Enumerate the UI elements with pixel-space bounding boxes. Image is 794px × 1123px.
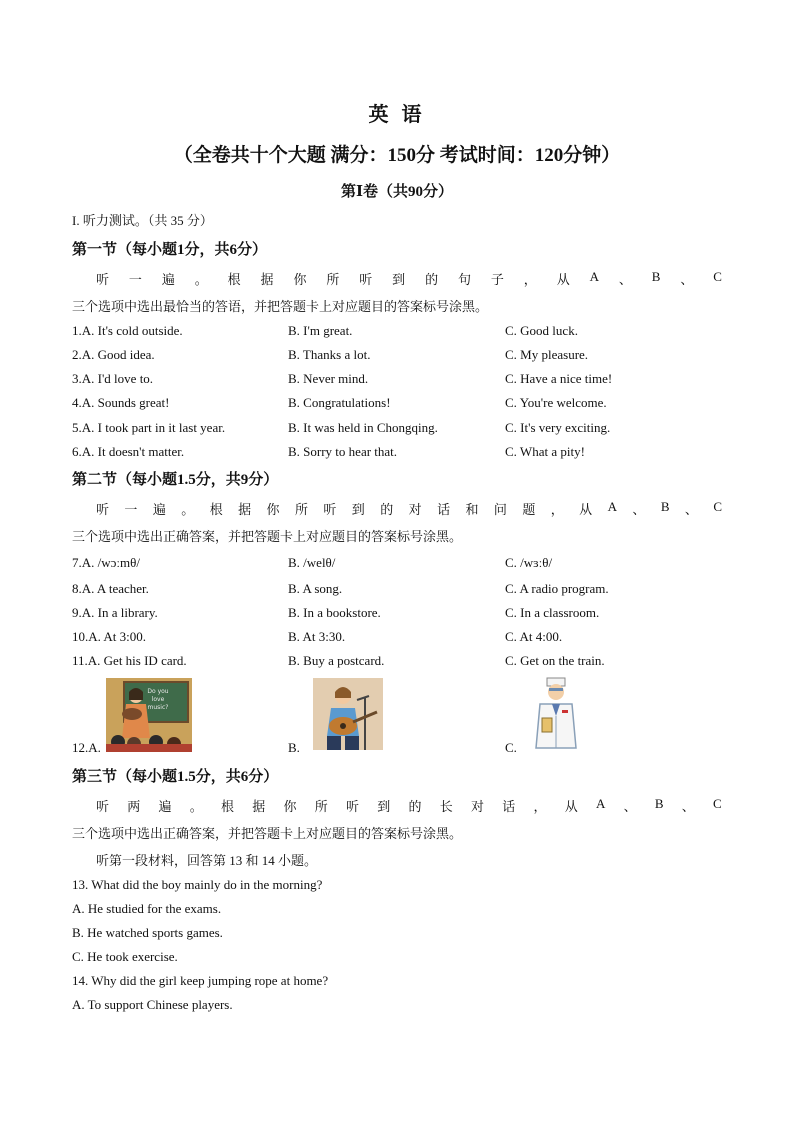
instruction-char: 遍 — [152, 502, 166, 517]
section1-instruction-line2: 三个选项中选出最恰当的答语，并把答题卡上对应题目的答案标号涂黑。 — [72, 299, 489, 314]
q4-option-a: 4.A. Sounds great! — [72, 395, 170, 410]
instruction-char: A — [607, 499, 617, 514]
instruction-char: 话 — [502, 799, 516, 814]
instruction-char: 所 — [326, 272, 340, 287]
instruction-char: ， — [523, 272, 537, 287]
instruction-char: 到 — [351, 502, 365, 517]
q8-option-b: B. A song. — [288, 581, 343, 596]
q4-option-b: B. Congratulations! — [288, 395, 391, 410]
section3-material-note: 听第一段材料，回答第 13 和 14 小题。 — [96, 853, 318, 868]
q11-option-a: 11.A. Get his ID card. — [72, 653, 187, 668]
instruction-char: 听 — [96, 799, 110, 814]
q6-option-b: B. Sorry to hear that. — [288, 444, 398, 459]
q4-option-c: C. You're welcome. — [505, 395, 607, 410]
instruction-char: 所 — [314, 799, 328, 814]
instruction-char: 、 — [623, 799, 637, 814]
q5-option-a: 5.A. I took part in it last year. — [72, 420, 226, 435]
instruction-char: 一 — [128, 272, 142, 287]
q7-option-b: B. /welθ/ — [288, 555, 336, 570]
instruction-char: 遍 — [161, 272, 175, 287]
exam-subtitle: （全卷共十个大题 满分：150分 考试时间：120分钟） — [173, 145, 621, 166]
q13-option-c: C. He took exercise. — [72, 949, 178, 964]
instruction-char: ， — [550, 502, 564, 517]
q7-option-c: C. /wɜːθ/ — [505, 555, 553, 570]
q3-option-a: 3.A. I'd love to. — [72, 371, 154, 386]
q2-option-b: B. Thanks a lot. — [288, 347, 371, 362]
instruction-char: B — [660, 499, 670, 514]
doctor-picture — [528, 676, 584, 752]
q10-option-a: 10.A. At 3:00. — [72, 629, 147, 644]
instruction-char: C — [713, 499, 722, 514]
section1-instruction-line1 — [96, 269, 722, 288]
instruction-char: 的 — [408, 799, 422, 814]
instruction-char: 一 — [124, 502, 138, 517]
instruction-char: 从 — [579, 502, 593, 517]
q13-option-b: B. He watched sports games. — [72, 925, 223, 940]
q6-option-a: 6.A. It doesn't matter. — [72, 444, 185, 459]
svg-text:Do you: Do you — [147, 688, 169, 695]
guitar-singer-picture — [313, 678, 383, 750]
instruction-char: 对 — [408, 502, 422, 517]
instruction-char: A — [596, 796, 606, 811]
q9-option-c: C. In a classroom. — [505, 605, 600, 620]
instruction-char: 你 — [293, 272, 307, 287]
q6-option-c: C. What a pity! — [505, 444, 585, 459]
svg-text:love: love — [151, 696, 165, 703]
instruction-char: 的 — [425, 272, 439, 287]
instruction-char: 、 — [684, 502, 698, 517]
q9-option-b: B. In a bookstore. — [288, 605, 381, 620]
instruction-char: 从 — [564, 799, 578, 814]
q14-option-a: A. To support Chinese players. — [72, 997, 233, 1012]
q10-option-c: C. At 4:00. — [505, 629, 563, 644]
q12-option-c-label: C. — [505, 740, 517, 755]
q13-option-a: A. He studied for the exams. — [72, 901, 222, 916]
section2-heading: 第二节（每小题1.5分，共9分） — [72, 472, 279, 488]
q8-option-c: C. A radio program. — [505, 581, 609, 596]
instruction-char: 对 — [471, 799, 485, 814]
q5-option-b: B. It was held in Chongqing. — [288, 420, 438, 435]
svg-text:music?: music? — [147, 704, 169, 711]
q3-option-c: C. Have a nice time! — [505, 371, 613, 386]
q3-option-b: B. Never mind. — [288, 371, 369, 386]
exam-title: 英 语 — [368, 104, 426, 126]
instruction-char: 据 — [260, 272, 274, 287]
part1-heading: I. 听力测试。（共 35 分） — [72, 213, 213, 228]
instruction-char: 到 — [377, 799, 391, 814]
q2-option-a: 2.A. Good idea. — [72, 347, 155, 362]
instruction-char: 、 — [681, 799, 695, 814]
section2-instruction-line2: 三个选项中选出正确答案，并把答题卡上对应题目的答案标号涂黑。 — [72, 529, 463, 544]
instruction-char: 话 — [437, 502, 451, 517]
instruction-char: 和 — [465, 502, 479, 517]
instruction-char: 。 — [181, 502, 195, 517]
instruction-char: B — [651, 269, 661, 284]
instruction-char: 所 — [294, 502, 308, 517]
instruction-char: 根 — [227, 272, 241, 287]
q7-option-a: 7.A. /wɔːmθ/ — [72, 555, 140, 570]
instruction-char: 。 — [194, 272, 208, 287]
instruction-char: 根 — [221, 799, 235, 814]
q1-option-a: 1.A. It's cold outside. — [72, 323, 183, 338]
instruction-char: 问 — [493, 502, 507, 517]
instruction-char: 。 — [189, 799, 203, 814]
q1-option-c: C. Good luck. — [505, 323, 578, 338]
instruction-char: 、 — [618, 272, 632, 287]
q8-option-a: 8.A. A teacher. — [72, 581, 149, 596]
instruction-char: 听 — [96, 502, 110, 517]
instruction-char: 从 — [556, 272, 570, 287]
q13-question: 13. What did the boy mainly do in the morning? — [72, 877, 323, 892]
instruction-char: C — [713, 796, 722, 811]
q11-option-c: C. Get on the train. — [505, 653, 605, 668]
instruction-char: 根 — [209, 502, 223, 517]
instruction-char: 两 — [127, 799, 141, 814]
q12-option-a-label: 12.A. — [72, 740, 101, 755]
section1-heading: 第一节（每小题1分，共6分） — [72, 242, 268, 258]
section3-heading: 第三节（每小题1.5分，共6分） — [72, 769, 279, 785]
section2-instruction-line1 — [96, 499, 722, 518]
instruction-char: 到 — [392, 272, 406, 287]
q5-option-c: C. It's very exciting. — [505, 420, 611, 435]
instruction-char: 、 — [632, 502, 646, 517]
instruction-char: 题 — [522, 502, 536, 517]
q14-question: 14. Why did the girl keep jumping rope at home? — [72, 973, 329, 988]
instruction-char: 长 — [439, 799, 453, 814]
instruction-char: 遍 — [158, 799, 172, 814]
q1-option-b: B. I'm great. — [288, 323, 353, 338]
instruction-char: 、 — [680, 272, 694, 287]
q12-option-b-label: B. — [288, 740, 300, 755]
instruction-char: 子 — [490, 272, 504, 287]
instruction-char: 听 — [359, 272, 373, 287]
q2-option-c: C. My pleasure. — [505, 347, 589, 362]
instruction-char: ， — [533, 799, 547, 814]
instruction-char: 的 — [380, 502, 394, 517]
instruction-char: 你 — [283, 799, 297, 814]
instruction-char: C — [713, 269, 722, 284]
teacher-picture — [106, 678, 192, 752]
instruction-char: 听 — [323, 502, 337, 517]
instruction-char: 据 — [238, 502, 252, 517]
instruction-char: 你 — [266, 502, 280, 517]
volume-heading: 第Ⅰ卷（共90分） — [340, 184, 454, 200]
instruction-char: B — [654, 796, 664, 811]
q10-option-b: B. At 3:30. — [288, 629, 346, 644]
instruction-char: A — [589, 269, 599, 284]
instruction-char: 句 — [457, 272, 471, 287]
q9-option-a: 9.A. In a library. — [72, 605, 158, 620]
q11-option-b: B. Buy a postcard. — [288, 653, 385, 668]
section3-instruction-line1 — [96, 796, 722, 815]
instruction-char: 据 — [252, 799, 266, 814]
instruction-char: 听 — [346, 799, 360, 814]
section3-instruction-line2: 三个选项中选出正确答案，并把答题卡上对应题目的答案标号涂黑。 — [72, 826, 463, 841]
instruction-char: 听 — [96, 272, 110, 287]
